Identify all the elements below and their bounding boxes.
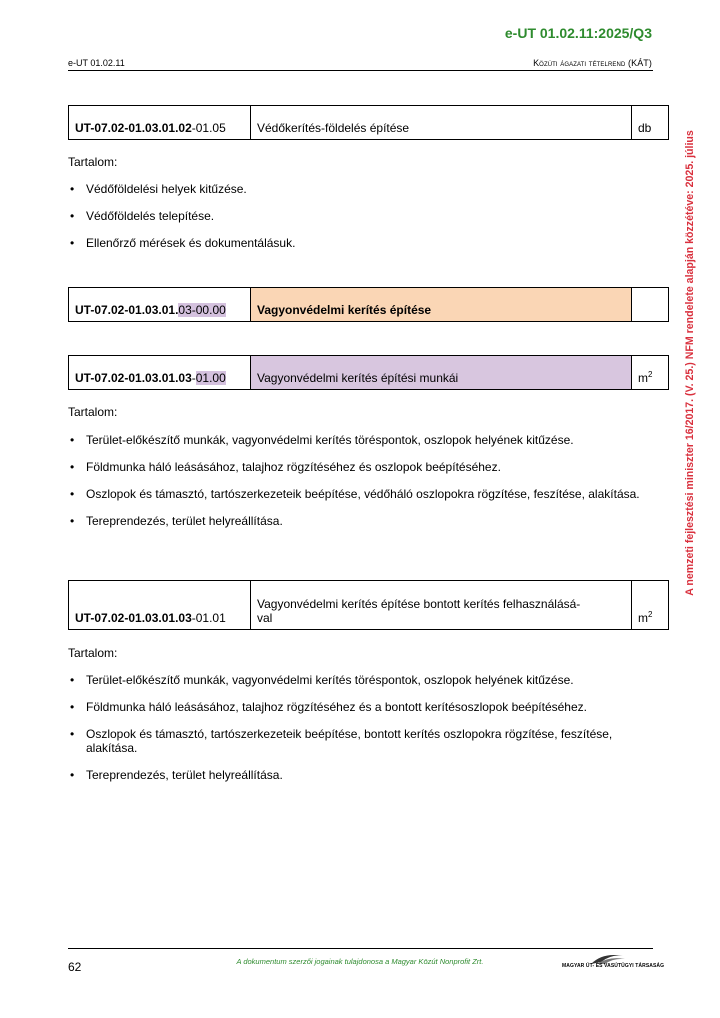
- item-unit: $m^2$: [632, 356, 669, 390]
- item-name: Vagyonvédelmi kerítés építése bontott kerítés felhasználásá- val: [251, 581, 632, 630]
- list-item: • Tereprendezés, terület helyreállítása.: [68, 514, 653, 528]
- item-code: UT-07.02-01.03.01.03-00.00: [69, 288, 251, 322]
- item-name: Vagyonvédelmi kerítés építése: [251, 288, 632, 322]
- tartalom-label: Tartalom:: [68, 646, 118, 660]
- item-unit: db: [632, 106, 669, 140]
- document-code: e-UT 01.02.11:2025/Q3: [504, 25, 652, 41]
- footer-rule: [68, 948, 653, 949]
- copyright-note: A dokumentum szerzői jogainak tulajdonosa a Magyar Közút Nonprofit Zrt.: [236, 957, 484, 966]
- item-table-3: [68, 355, 669, 390]
- side-note: [680, 95, 700, 630]
- list-item: • Terület-előkészítő munkák, vagyonvédelmi kerítés töréspontok, oszlopok helyének kitűzése.: [68, 433, 653, 447]
- item-table-1: [68, 105, 669, 140]
- header-right: [533, 58, 652, 68]
- list-item: • Földmunka háló leásásához, talajhoz rögzítéséhez és a bontott kerítésoszlopok beépítéséhez.: [68, 700, 653, 714]
- header-title: Közúti ágazati tételrend: [533, 58, 626, 68]
- bullet-list-1: [68, 182, 653, 263]
- page-number: 62: [68, 960, 82, 974]
- list-item: • Földmunka háló leásásához, talajhoz rögzítéséhez és oszlopok beépítéséhez.: [68, 460, 653, 474]
- list-item: • Ellenőrző mérések és dokumentálásuk.: [68, 236, 653, 250]
- header-abbrev: (KÁT): [628, 58, 652, 68]
- list-item: • Védőföldelés telepítése.: [68, 209, 653, 223]
- list-item: • Terület-előkészítő munkák, vagyonvédelmi kerítés töréspontok, oszlopok helyének kitűzése.: [68, 673, 653, 687]
- list-item: • Oszlopok és támasztó, tartószerkezeteik beépítése, védőháló oszlopokra rögzítése, feszítése, alakítása.: [68, 487, 653, 501]
- item-code: UT-07.02-01.03.01.02-01.05: [69, 106, 251, 140]
- item-code: UT-07.02-01.03.01.03-01.01: [69, 581, 251, 630]
- item-code: UT-07.02-01.03.01.03-01.00: [69, 356, 251, 390]
- header-rule: [68, 70, 653, 71]
- item-table-4: [68, 580, 669, 630]
- list-item: • Védőföldelési helyek kitűzése.: [68, 182, 653, 196]
- item-name: Védőkerítés-földelés építése: [251, 106, 632, 140]
- logo-text: MAGYAR ÚT- ÉS VASÚTÜGYI TÁRSASÁG: [562, 963, 665, 969]
- header-left: e-UT 01.02.11: [68, 58, 125, 68]
- item-name: Vagyonvédelmi kerítés építési munkái: [251, 356, 632, 390]
- bullet-list-2: [68, 433, 653, 541]
- item-unit: $m^2$: [632, 581, 669, 630]
- item-unit: [632, 288, 669, 322]
- side-note-text: A nemzeti fejlesztési miniszter 16/2017. (V. 25.) NFM rendelete alapján közzétéve: 2025. július: [684, 129, 696, 596]
- bullet-list-3: [68, 673, 653, 795]
- list-item: • Tereprendezés, terület helyreállítása.: [68, 768, 653, 782]
- item-table-2: [68, 287, 669, 322]
- tartalom-label: Tartalom:: [68, 405, 118, 419]
- list-item: • Oszlopok és támasztó, tartószerkezeteik beépítése, bontott kerítés oszlopokra rögzítése, feszítése, alakítása.: [68, 727, 653, 755]
- tartalom-label: Tartalom:: [68, 155, 118, 169]
